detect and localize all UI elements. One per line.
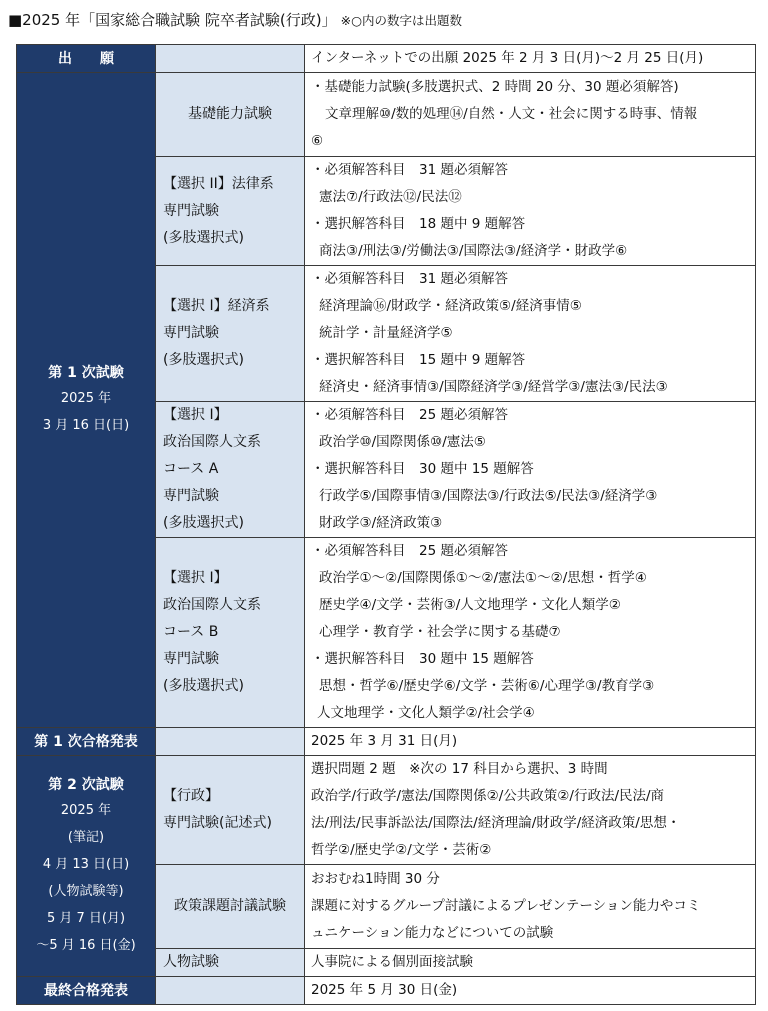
econ-line: 経済理論⑯/財政学・経済政策⑤/経済事情⑤ [319,298,582,314]
law-name: (多肢選択式) [163,229,244,246]
gyosei-name-cell [156,756,305,865]
pol-a-name: 専門試験 [163,488,219,504]
econ-line: ・選択解答科目 15 題中 9 題解答 [311,352,526,368]
application-empty-cell [156,45,305,73]
jinbutsu-name: 人物試験 [163,954,219,970]
second-exam-sub: 5 月 7 日(月) [46,911,126,926]
gyosei-line: 政治学/行政学/憲法/国際関係②/公共政策②/行政法/民法/商 [311,788,665,804]
econ-line: 経済史・経済事情③/国際経済学③/経営学③/憲法③/民法③ [319,379,668,395]
pol-b-line: ・選択解答科目 30 題中 15 題解答 [311,651,534,667]
pol-b-line: ・必須解答科目 25 題必須解答 [311,543,508,559]
policy-line: おおむね1時間 30 分 [311,871,440,887]
jinbutsu-value: 人事院による個別面接試験 [311,954,473,970]
pol-b-name: (多肢選択式) [163,678,244,694]
kiso-name: 基礎能力試験 [188,106,272,122]
gyosei-name: 【行政】 [163,788,219,804]
pol-b-line: 思想・哲学⑥/歴史学⑥/文学・芸術⑥/心理学③/教育学③ [319,678,655,694]
law-line: 憲法⑦/行政法⑫/民法⑫ [319,189,462,205]
pol-a-content-cell [305,402,756,538]
jinbutsu-name-cell [156,949,305,977]
page-title [8,8,462,32]
first-result-value: 2025 年 3 月 31 日(月) [311,733,458,749]
pol-a-line: 行政学⑤/国際事情③/国際法③/行政法⑤/民法③/経済学③ [319,488,658,504]
exam-schedule-table [16,44,756,1005]
final-row [17,977,756,1005]
gyosei-row [17,756,756,865]
pol-b-content-cell [305,538,756,728]
application-label-cell [17,45,156,73]
pol-b-name: 【選択 I】 [163,570,228,586]
title-main: ■2025 年「国家総合職試験 院卒者試験(行政)」 [8,11,337,29]
first-result-row [17,728,756,756]
econ-name-cell [156,266,305,402]
pol-b-name: 専門試験 [163,651,219,667]
pol-b-name: 政治国際人文系 [163,597,261,613]
econ-name: 【選択 I】経済系 [163,298,270,314]
econ-content-cell [305,266,756,402]
pol-a-name: (多肢選択式) [163,515,244,531]
kiso-line: ⑥ [311,133,324,149]
pol-b-line: 心理学・教育学・社会学に関する基礎⑦ [319,624,561,640]
first-exam-label: 第 1 次試験 [48,365,124,381]
law-name: 【選択 II】法律系 [163,175,274,192]
final-label-cell [17,977,156,1005]
pol-a-name: 政治国際人文系 [163,434,261,450]
pol-a-line: ・必須解答科目 25 題必須解答 [311,407,508,423]
first-exam-label-cell [17,73,156,728]
policy-name: 政策課題討議試験 [174,898,286,914]
pol-a-line: ・選択解答科目 30 題中 15 題解答 [311,461,534,477]
first-result-empty-cell [156,728,305,756]
law-name-cell [156,157,305,266]
kiso-line: ・基礎能力試験(多肢選択式、2 時間 20 分、30 題必須解答) [311,79,679,95]
second-exam-label-cell [17,756,156,977]
gyosei-line: 選択問題 2 題 ※次の 17 科目から選択、3 時間 [311,761,608,777]
pol-b-name-cell [156,538,305,728]
pol-a-name: コース A [163,461,219,477]
first-exam-year: 2025 年 [60,391,112,406]
gyosei-line: 法/刑法/民事訴訟法/国際法/経済理論/財政学/経済政策/思想・ [311,815,681,831]
final-value: 2025 年 5 月 30 日(金) [311,982,458,998]
econ-line: 統計学・計量経済学⑤ [319,325,453,341]
econ-name: (多肢選択式) [163,352,244,368]
final-label: 最終合格発表 [44,982,128,999]
application-value: インターネットでの出願 2025 年 2 月 3 日(月)～2 月 25 日(月) [311,50,704,66]
pol-b-line: 政治学①～②/国際関係①～②/憲法①～②/思想・哲学④ [319,570,647,586]
pol-a-line: 財政学③/経済政策③ [319,515,443,531]
law-line: ・選択解答科目 18 題中 9 題解答 [311,216,526,232]
application-row [17,45,756,73]
pol-a-name: 【選択 I】 [163,407,228,423]
first-exam-date: 3 月 16 日(日) [42,418,130,433]
econ-line: ・必須解答科目 31 題必須解答 [311,271,508,287]
second-exam-label: 第 2 次試験 [48,777,124,793]
first-result-value-cell [305,728,756,756]
law-content-cell [305,157,756,266]
gyosei-name: 専門試験(記述式) [163,815,272,831]
jinbutsu-value-cell [305,949,756,977]
gyosei-line: 哲学②/歴史学②/文学・芸術② [311,842,492,858]
second-exam-sub: ～5 月 16 日(金) [36,938,136,953]
kiso-name-cell [156,73,305,157]
econ-name: 専門試験 [163,325,219,341]
pol-b-name: コース B [163,624,219,640]
policy-name-cell [156,865,305,949]
pol-b-line: 歴史学④/文学・芸術③/人文地理学・文化人類学② [319,597,621,613]
final-value-cell [305,977,756,1005]
pol-a-line: 政治学⑩/国際関係⑩/憲法⑤ [319,434,486,450]
policy-line: ュニケーション能力などについての試験 [311,925,554,941]
law-name: 専門試験 [163,202,219,219]
application-label: 出 願 [58,50,114,67]
first-result-label: 第 1 次合格発表 [34,733,138,750]
kiso-row [17,73,756,157]
second-exam-sub: 4 月 13 日(日) [42,857,130,872]
pol-a-name-cell [156,402,305,538]
second-exam-sub: 2025 年 [60,803,112,818]
law-line: ・必須解答科目 31 題必須解答 [311,162,508,178]
final-empty-cell [156,977,305,1005]
law-line: 商法③/刑法③/労働法③/国際法③/経済学・財政学⑥ [319,243,628,259]
gyosei-content-cell [305,756,756,865]
application-value-cell [305,45,756,73]
pol-b-line: 人文地理学・文化人類学②/社会学④ [317,705,535,721]
second-exam-sub: (人物試験等) [48,884,124,899]
kiso-content-cell [305,73,756,157]
policy-content-cell [305,865,756,949]
kiso-line: 文章理解⑩/数的処理⑭/自然・人文・社会に関する時事、情報 [325,106,698,122]
policy-line: 課題に対するグループ討議によるプレゼンテーション能力やコミ [311,898,701,914]
title-note: ※○内の数字は出題数 [340,13,462,28]
second-exam-sub: (筆記) [67,830,105,845]
first-result-label-cell [17,728,156,756]
